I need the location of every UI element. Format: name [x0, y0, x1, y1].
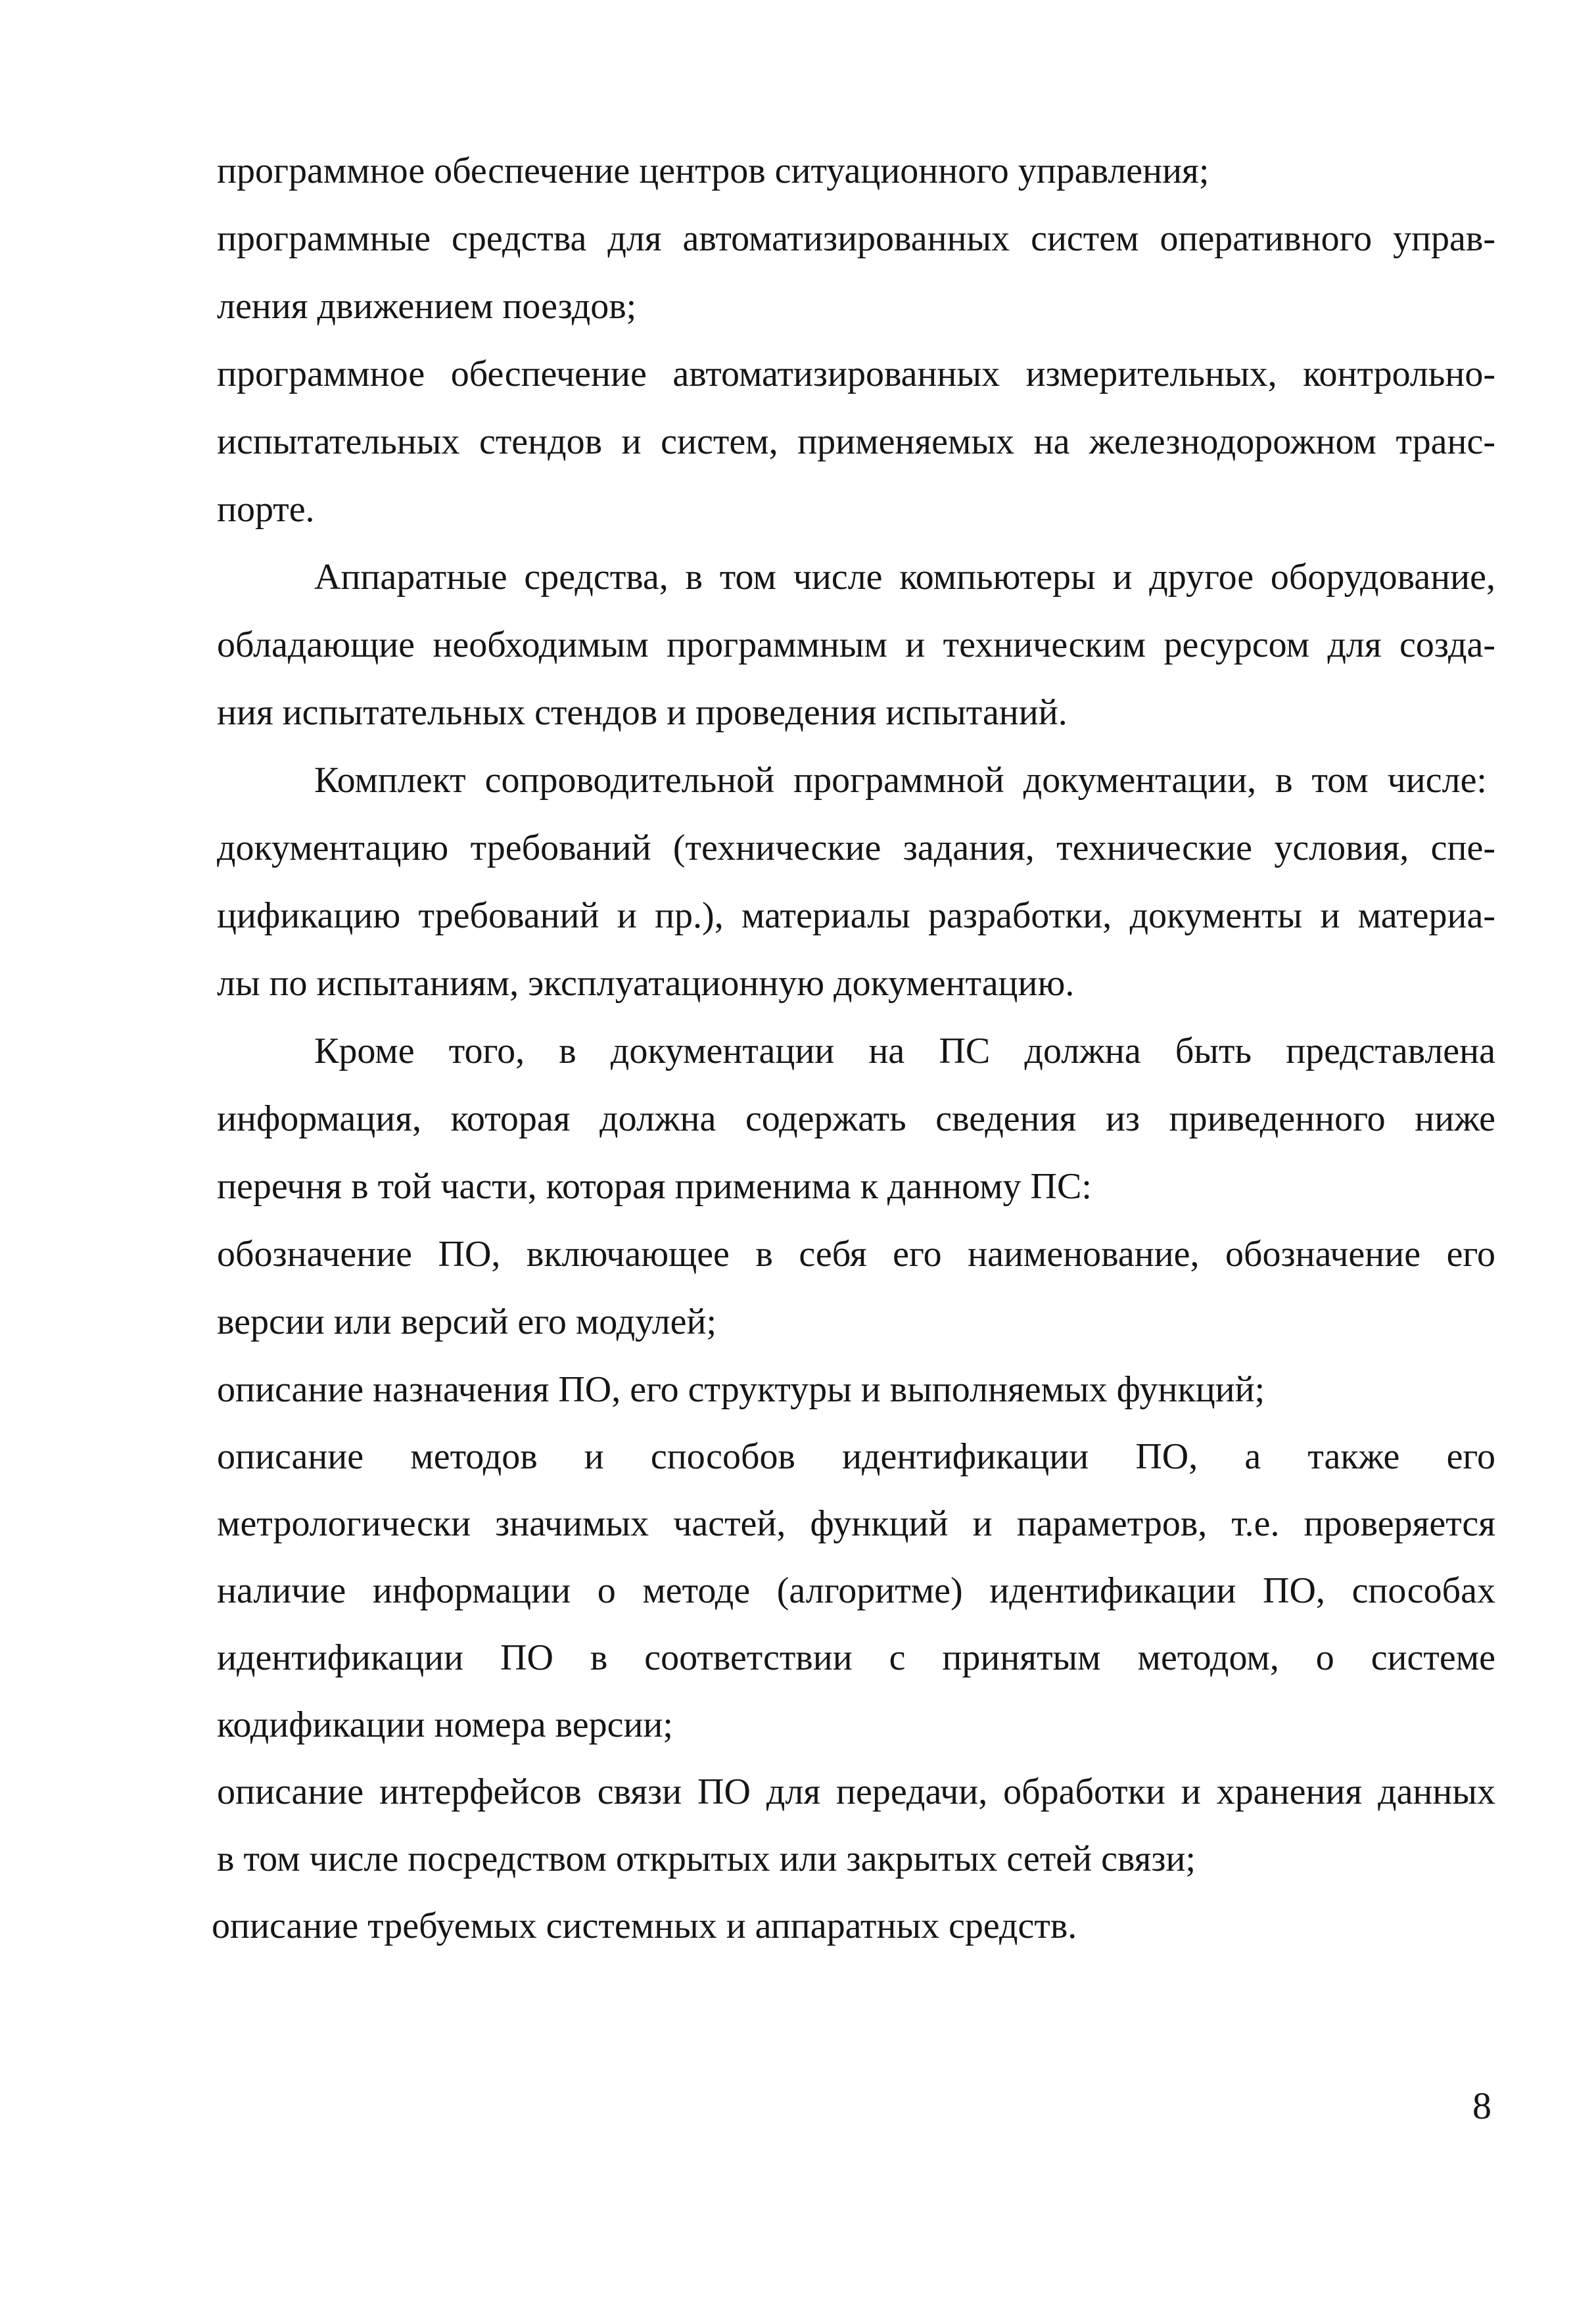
text-line: лы по испытаниям, эксплуатационную документацию. [217, 963, 1075, 1004]
text-line: Кроме того, в документации на ПС должна быть представлена [314, 1031, 1495, 1071]
page-number: 8 [1472, 2084, 1491, 2127]
text-line: программные средства для автоматизированных систем оперативного управ- [217, 218, 1495, 259]
text-line: испытательных стендов и систем, применяемых на железнодорожном транс- [217, 421, 1495, 462]
text-line: Аппаратные средства, в том числе компьютеры и другое оборудование, [314, 557, 1495, 598]
text-line: в том числе посредством открытых или закрытых сетей связи; [217, 1839, 1196, 1879]
text-line: описание назначения ПО, его структуры и выполняемых функций; [217, 1369, 1265, 1410]
text-line: документацию требований (технические задания, технические условия, спе- [217, 828, 1495, 868]
text-line: описание требуемых системных и аппаратных средств. [212, 1906, 1077, 1946]
text-line: программное обеспечение центров ситуационного управления; [217, 151, 1209, 191]
text-line: цификацию требований и пр.), материалы разработки, документы и материа- [217, 895, 1495, 936]
text-line: обозначение ПО, включающее в себя его наименование, обозначение его [217, 1234, 1495, 1275]
text-line: Комплект сопроводительной программной документации, в том числе: [314, 760, 1487, 801]
text-line: идентификации ПО в соответствии с принятым методом, о системе [217, 1637, 1495, 1678]
text-line: версии или версий его модулей; [217, 1301, 717, 1342]
text-line: информация, которая должна содержать сведения из приведенного ниже [217, 1098, 1495, 1139]
text-line: перечня в той части, которая применима к данному ПС: [217, 1166, 1092, 1207]
text-line: кодификации номера версии; [217, 1704, 673, 1745]
text-line: порте. [217, 489, 315, 530]
text-line: описание методов и способов идентификации ПО, а также его [217, 1436, 1495, 1477]
text-line: программное обеспечение автоматизированных измерительных, контрольно- [217, 354, 1495, 394]
text-line: наличие информации о методе (алгоритме) идентификации ПО, способах [217, 1570, 1495, 1611]
text-line: ления движением поездов; [217, 286, 637, 327]
text-line: метрологически значимых частей, функций и параметров, т.е. проверяется [217, 1503, 1495, 1544]
text-line: обладающие необходимым программным и техническим ресурсом для созда- [217, 624, 1495, 665]
text-line: ния испытательных стендов и проведения испытаний. [217, 692, 1068, 733]
text-line: описание интерфейсов связи ПО для передачи, обработки и хранения данных [217, 1771, 1495, 1812]
